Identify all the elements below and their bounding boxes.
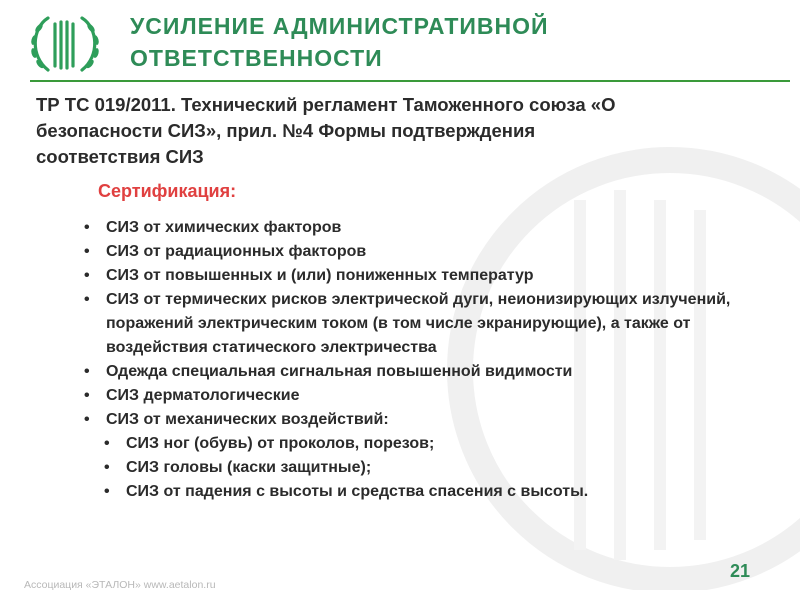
footer-text: Ассоциация «ЭТАЛОН» www.aetalon.ru	[24, 579, 216, 591]
sub-list-container	[80, 432, 780, 504]
list-item: • СИЗ дерматологические	[80, 384, 780, 408]
header-divider	[30, 80, 790, 82]
list-item: • СИЗ от механических воздействий:	[80, 408, 780, 432]
sub-list-item: • СИЗ головы (каски защитные);	[80, 456, 780, 480]
page-number: 21	[730, 561, 751, 581]
list-item: • СИЗ от повышенных и (или) пониженных температур	[80, 264, 780, 288]
laurel-wreath-logo-icon	[22, 10, 108, 80]
certification-list	[80, 216, 780, 504]
regulation-intro: ТР ТС 019/2011. Технический регламент Таможенного союза «О безопасности СИЗ», прил. №4 Формы подтверждения соответствия СИЗ	[36, 94, 616, 167]
list-item: • СИЗ от химических факторов	[80, 216, 780, 240]
list-item: • СИЗ от термических рисков электрической дуги, неионизирующих излучений, поражений электрическим током (в том числе экранирующие), а также от воздействия статического электричества	[80, 288, 780, 360]
mechanical-sub-list	[80, 432, 780, 504]
title-line-2: ОТВЕТСТВЕННОСТИ	[130, 45, 383, 71]
page-title	[130, 10, 549, 74]
certification-heading: Сертификация:	[98, 181, 237, 201]
sub-list-item: • СИЗ ног (обувь) от проколов, порезов;	[80, 432, 780, 456]
list-item: • СИЗ от радиационных факторов	[80, 240, 780, 264]
list-item: • Одежда специальная сигнальная повышенной видимости	[80, 360, 780, 384]
title-line-1: УСИЛЕНИЕ АДМИНИСТРАТИВНОЙ	[130, 13, 549, 39]
sub-list-item: • СИЗ от падения с высоты и средства спасения с высоты.	[80, 480, 780, 504]
